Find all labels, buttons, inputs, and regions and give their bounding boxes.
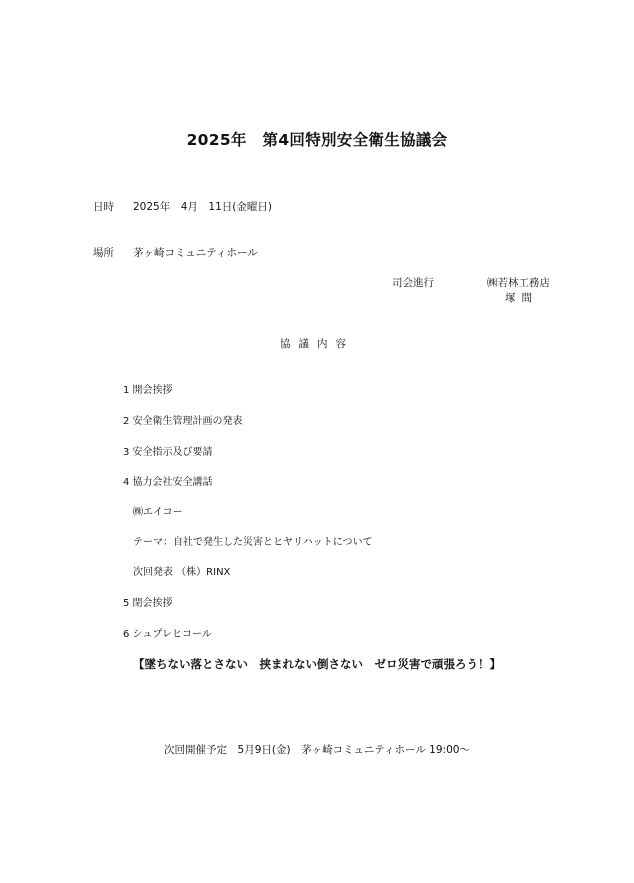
document-title: 2025年 第4回特別安全衛生協議会 (186, 131, 448, 149)
next-meeting-info: 次回開催予定 5月9日(金) 茅ヶ崎コミュニティホール 19:00〜 (164, 744, 470, 756)
agenda-item-opening: 1 開会挨拶 (123, 385, 173, 396)
agenda-item-closing: 5 閉会挨拶 (123, 598, 173, 609)
date-label: 日時 (93, 201, 114, 213)
mc-label: 司会進行 (392, 277, 434, 289)
agenda-subitem-next-presenter: 次回発表 （株）RINX (133, 567, 231, 578)
agenda-subitem-theme: テーマ：自社で発生した災害とヒヤリハットについて (133, 537, 373, 548)
agenda-heading: 協議内容 (280, 338, 354, 350)
place-label: 場所 (93, 247, 114, 259)
mc-person: 塚間 (505, 292, 538, 304)
agenda-subitem-company: ㈱エイコー (133, 507, 183, 518)
agenda-item-safety-instructions: 3 安全指示及び要請 (123, 447, 213, 458)
place-value: 茅ヶ崎コミュニティホール (133, 247, 258, 259)
agenda-item-safety-plan: 2 安全衛生管理計画の発表 (123, 416, 243, 427)
agenda-item-partner-talk: 4 協力会社安全講話 (123, 477, 213, 488)
agenda-item-chant: 6 シュプレヒコール (123, 629, 212, 640)
safety-slogan: 【墜ちない落とさない 挟まれない倒さない ゼロ災害で頑張ろう！】 (133, 657, 501, 671)
mc-company: ㈱若林工務店 (487, 277, 550, 289)
date-value: 2025年 4月 11日(金曜日) (133, 201, 272, 213)
